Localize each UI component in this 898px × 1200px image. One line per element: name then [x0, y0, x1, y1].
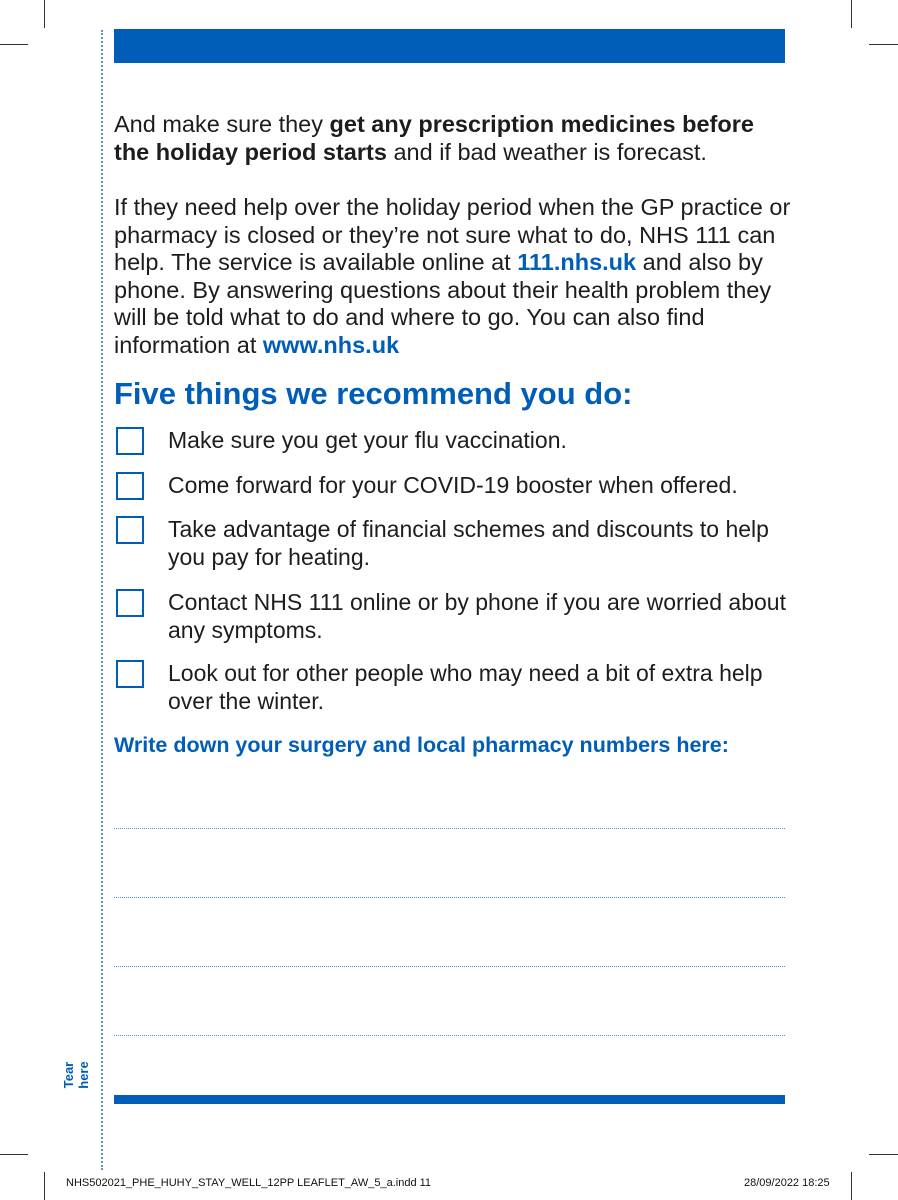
checkbox[interactable]: [116, 660, 144, 688]
crop-mark: [44, 0, 45, 28]
intro-paragraph-2: If they need help over the holiday period when the GP practice or pharmacy is closed or they’re not sure what to do, NHS 111 can help. The service is available online at 111.nhs.uk and also by phone. By answering questions about their health problem they will be told what to do and where to go. You can also find information at www.nhs.uk: [114, 194, 791, 358]
checkbox[interactable]: [116, 427, 144, 455]
crop-mark: [0, 1154, 28, 1155]
write-numbers-heading: Write down your surgery and local pharmacy numbers here:: [114, 733, 729, 757]
crop-mark: [869, 44, 898, 45]
print-file-name: NHS502021_PHE_HUHY_STAY_WELL_12PP LEAFLET_AW_5_a.indd 11: [66, 1177, 432, 1189]
write-line[interactable]: [114, 1035, 785, 1036]
checkbox[interactable]: [116, 472, 144, 500]
write-line[interactable]: [114, 966, 785, 967]
tear-line[interactable]: [101, 30, 103, 1170]
crop-mark: [851, 0, 852, 28]
link-111-nhs-uk[interactable]: 111.nhs.uk: [517, 249, 637, 275]
checklist-item: Come forward for your COVID-19 booster when offered.: [114, 470, 794, 530]
crop-mark: [851, 1172, 852, 1200]
section-heading: Five things we recommend you do:: [114, 376, 633, 411]
crop-mark: [869, 1154, 898, 1155]
checklist-item: Make sure you get your flu vaccination.: [114, 425, 794, 485]
tear-here-label: Tear here: [61, 1061, 91, 1089]
intro-paragraph-1: And make sure they get any prescription medicines before the holiday period starts and if bad weather is forecast.: [114, 111, 754, 165]
checklist-item: Contact NHS 111 online or by phone if you are worried about any symptoms.: [114, 587, 794, 647]
header-bar: [114, 29, 785, 63]
crop-mark: [0, 44, 28, 45]
link-www-nhs-uk[interactable]: www.nhs.uk: [262, 331, 400, 358]
checkbox[interactable]: [116, 516, 144, 544]
write-line[interactable]: [114, 897, 785, 898]
crop-mark: [44, 1172, 45, 1200]
checkbox[interactable]: [116, 589, 144, 617]
checklist-item: Look out for other people who may need a bit of extra help over the winter.: [114, 658, 794, 718]
write-line[interactable]: [114, 828, 785, 829]
footer-bar: [114, 1095, 785, 1104]
checklist-item: Take advantage of financial schemes and discounts to help you pay for heating.: [114, 514, 794, 574]
print-datetime: 28/09/2022 18:25: [744, 1177, 830, 1189]
